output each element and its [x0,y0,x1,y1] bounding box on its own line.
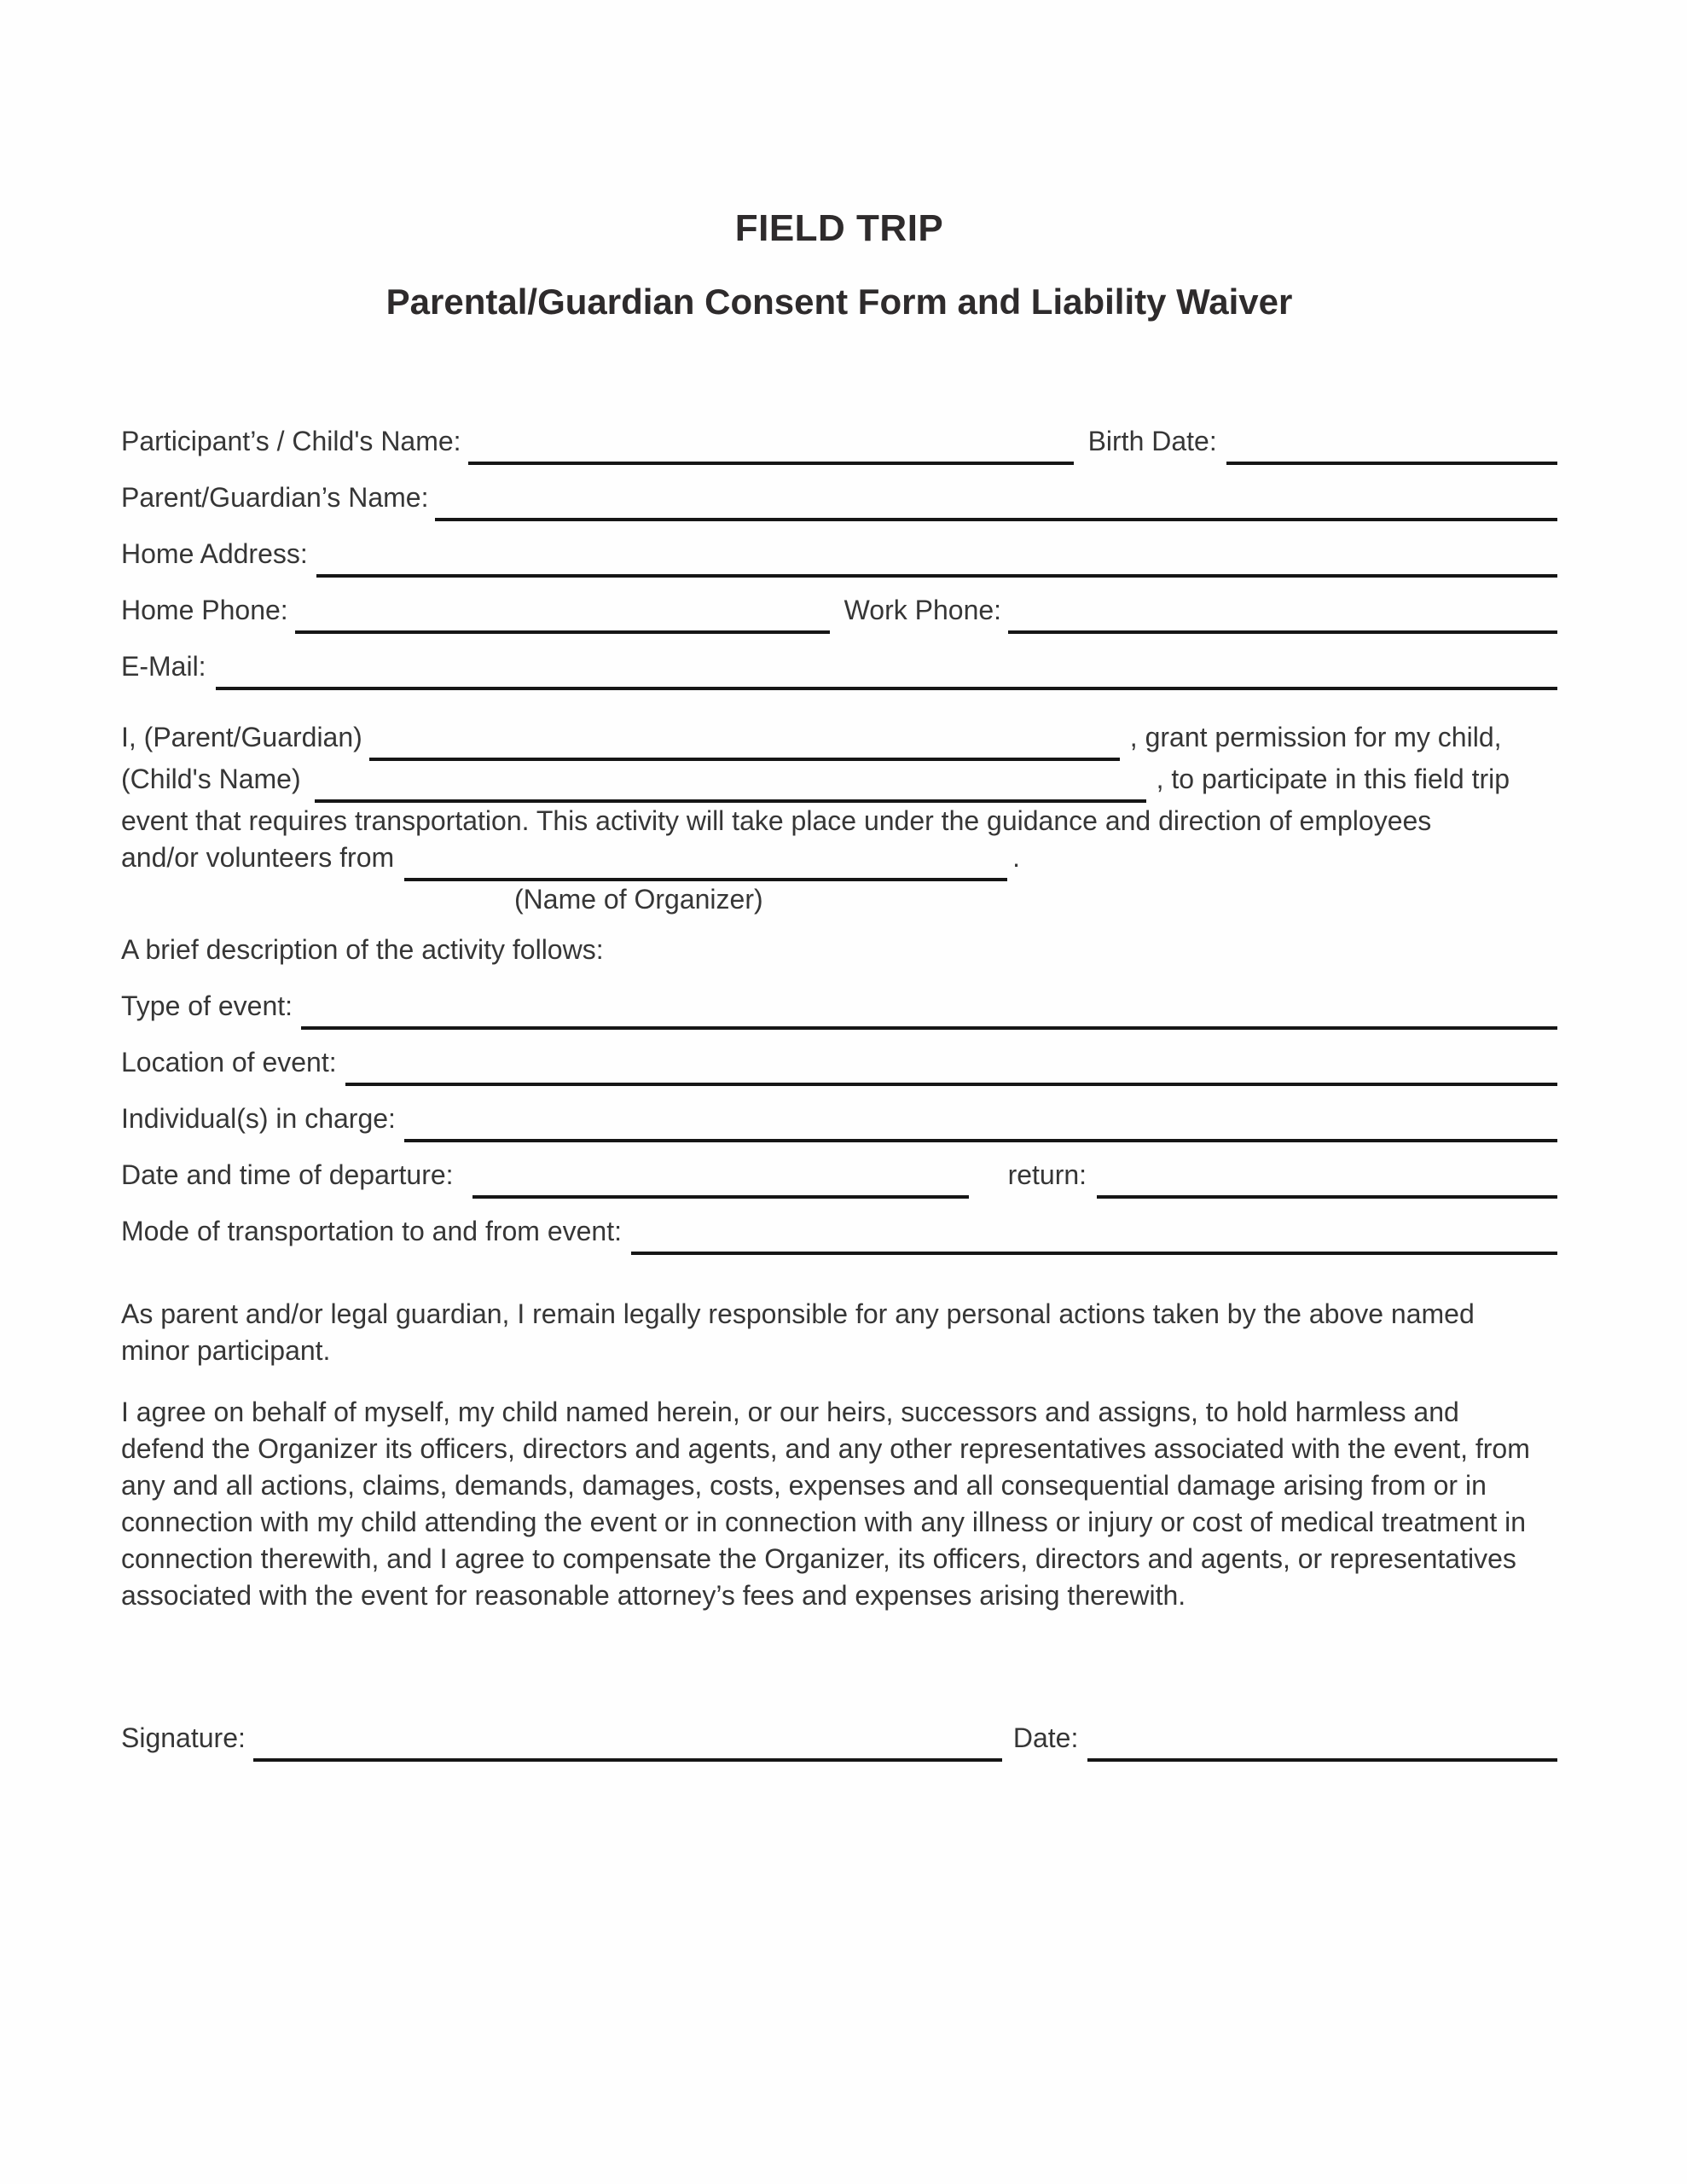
responsibility-line: As parent and/or legal guardian, I remain legally responsible for any personal actions taken by the above named [121,1298,1475,1329]
home-address-line [316,574,1557,578]
parent-name-row [121,482,1557,538]
participant-name-line [468,462,1074,465]
phones-row [121,595,1557,651]
form-title: FIELD TRIP [734,207,944,249]
activity-intro-row [121,934,1557,990]
form-subtitle: Parental/Guardian Consent Form and Liability Waiver [386,282,1293,322]
home-address-label: Home Address: [121,538,308,569]
signature-row [121,1722,1557,1779]
responsibility-line: minor participant. [121,1335,331,1366]
waiver-line: associated with the event for reasonable attorney’s fees and expenses arising therewith. [121,1580,1186,1611]
event-type-row [121,990,1557,1047]
waiver-line: connection therewith, and I agree to compensate the Organizer, its officers, directors and agents, or representatives [121,1543,1516,1574]
home-phone-label: Home Phone: [121,595,288,625]
waiver-line: any and all actions, claims, demands, damages, costs, expenses and all consequential damage arising from or in [121,1470,1487,1501]
page-content [121,206,1557,1779]
date-line [1087,1758,1557,1762]
activity-intro-label: A brief description of the activity follows: [121,934,604,965]
permission-line-1-text-b: , grant permission for my child, [1129,722,1502,752]
transport-line [631,1252,1557,1255]
email-row [121,651,1557,707]
return-line [1097,1195,1557,1199]
activity-section [121,934,1557,1272]
organizer-caption: (Name of Organizer) [514,884,763,915]
permission-paragraph [121,719,1557,918]
individuals-in-charge-label: Individual(s) in charge: [121,1103,396,1134]
home-phone-line [295,630,830,634]
departure-line [472,1195,969,1199]
parent-name-line [435,518,1557,521]
transport-label: Mode of transportation to and from event: [121,1216,622,1246]
waiver-line: defend the Organizer its officers, directors and agents, and any other representatives associated with the event, from [121,1433,1530,1464]
responsibility-paragraph [121,1296,1557,1369]
permission-line-4-text-b: . [1012,842,1021,873]
permission-line-2-text-b: , to participate in this field trip [1156,764,1510,794]
parent-name-label: Parent/Guardian’s Name: [121,482,429,513]
event-location-label: Location of event: [121,1047,337,1077]
waiver-line: connection with my child attending the event or in connection with any illness or injury or cost of medical treatment in [121,1507,1527,1537]
email-line [216,687,1557,690]
event-location-row [121,1047,1557,1103]
permission-line-4 [121,839,1557,881]
work-phone-label: Work Phone: [844,595,1002,625]
waiver-line: I agree on behalf of myself, my child named herein, or our heirs, successors and assigns, to hold harmless and [121,1397,1459,1427]
transport-row [121,1216,1557,1272]
date-label: Date: [1012,1722,1079,1753]
permission-line-1 [121,719,1557,761]
individuals-in-charge-line [404,1139,1557,1142]
event-type-line [301,1026,1557,1030]
waiver-paragraph [121,1394,1557,1614]
return-label: return: [1007,1159,1087,1190]
email-label: E-Mail: [121,651,206,682]
permission-line-2-text-a: (Child's Name) [121,764,301,794]
participant-name-row [121,426,1557,482]
departure-return-row [121,1159,1557,1216]
home-address-row [121,538,1557,595]
participant-name-label: Participant’s / Child's Name: [121,426,461,456]
permission-line-2 [121,761,1557,803]
work-phone-line [1008,630,1557,634]
event-location-line [345,1083,1557,1086]
birth-date-label: Birth Date: [1087,426,1217,456]
permission-line-3: event that requires transportation. This activity will take place under the guidance and direction of employees [121,805,1432,836]
event-type-label: Type of event: [121,990,293,1021]
permission-line-4-text-a: and/or volunteers from [121,842,395,873]
contact-fields-section [121,426,1557,707]
departure-label: Date and time of departure: [121,1159,454,1190]
individuals-in-charge-row [121,1103,1557,1159]
signature-label: Signature: [121,1722,246,1753]
permission-line-1-text-a: I, (Parent/Guardian) [121,722,362,752]
birth-date-line [1226,462,1557,465]
signature-line [253,1758,1002,1762]
